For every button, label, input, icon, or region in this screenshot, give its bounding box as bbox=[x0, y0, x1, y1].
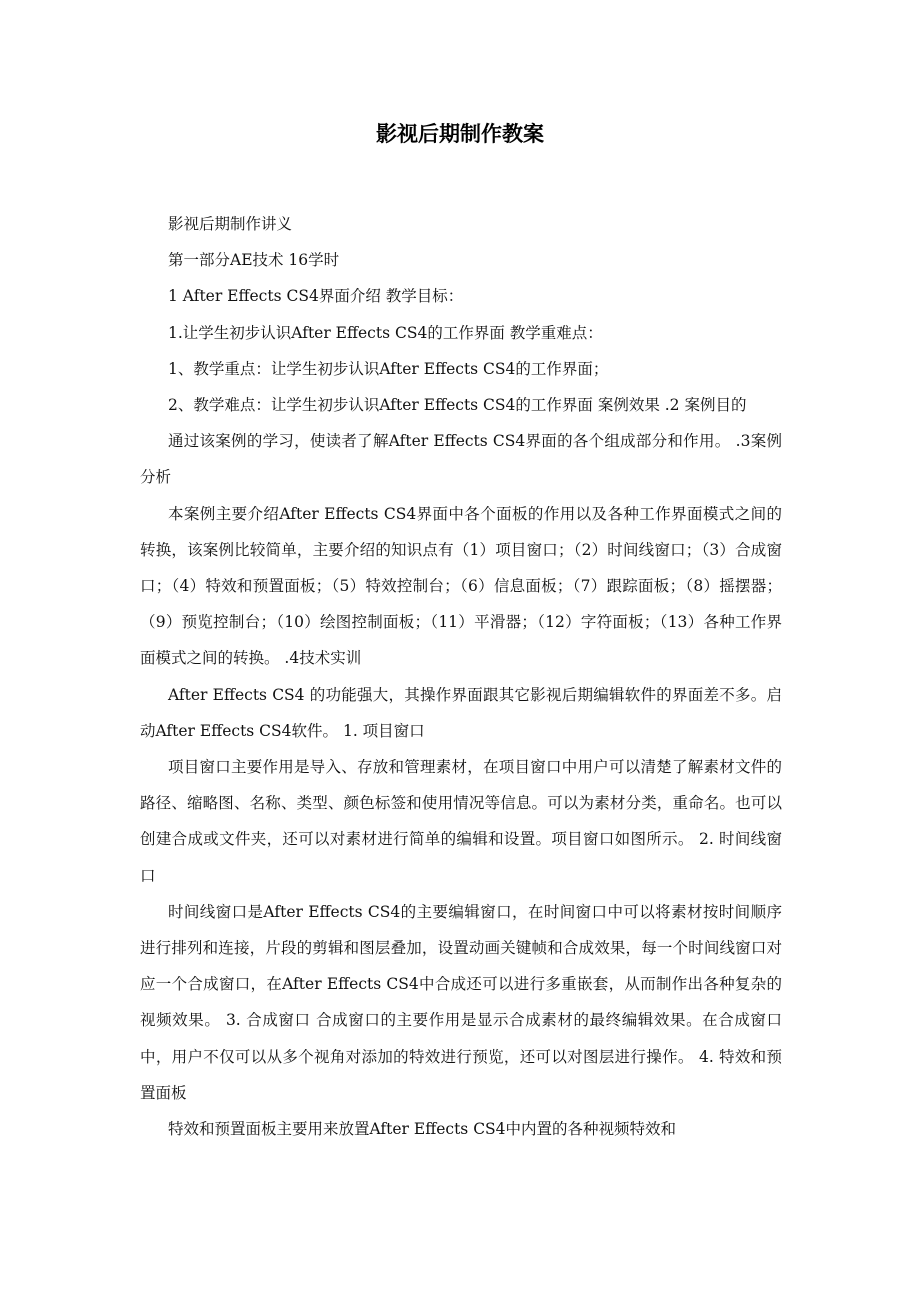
paragraph: 1、教学重点：让学生初步认识After Effects CS4的工作界面； bbox=[168, 359, 609, 378]
paragraph: 1 After Effects CS4界面介绍 教学目标： bbox=[168, 287, 464, 306]
paragraph: 特效和预置面板主要用来放置After Effects CS4中内置的各种视频特效和 bbox=[168, 1120, 677, 1139]
paragraph: After Effects CS4 的功能强大，其操作界面跟其它影视后期编辑软件的界面差不多。启动After Effects CS4软件。 1. 项目窗口 bbox=[140, 685, 782, 740]
paragraph: 2、教学难点：让学生初步认识After Effects CS4的工作界面 案例效果 .2 案例目的 bbox=[168, 396, 747, 415]
paragraph: 第一部分AE技术 16学时 bbox=[168, 251, 340, 270]
paragraph: 影视后期制作讲义 bbox=[168, 215, 293, 233]
paragraph: 本案例主要介绍After Effects CS4界面中各个面板的作用以及各种工作界面模式之间的转换，该案例比较简单，主要介绍的知识点有（1）项目窗口；（2）时间线窗口；（3）合成窗口；（4）特效和预置面板；（5）特效控制台；（6）信息面板；（7）跟踪面板；（8）摇摆器；（9）预览控制台；（10）绘图控制面板；（11）平滑器；（12）字符面板；（13）各种工作界面模式之间的转换。 .4技术实训 bbox=[140, 504, 782, 668]
paragraph: 1.让学生初步认识After Effects CS4的工作界面 教学重难点： bbox=[168, 323, 603, 342]
paragraph: 通过该案例的学习，使读者了解After Effects CS4界面的各个组成部分和作用。 .3案例分析 bbox=[140, 432, 782, 487]
document-body bbox=[140, 206, 782, 1147]
paragraph: 时间线窗口是After Effects CS4的主要编辑窗口，在时间窗口中可以将素材按时间顺序进行排列和连接，片段的剪辑和图层叠加，设置动画关键帧和合成效果，每一个时间线窗口对应一个合成窗口，在After Effects CS4中合成还可以进行多重嵌套，从而制作出各种复杂的视频效果。 3. 合成窗口 合成窗口的主要作用是显示合成素材的最终编辑效果。在合成窗口中，用户不仅可以从多个视角对添加的特效进行预览，还可以对图层进行操作。 4. 特效和预置面板 bbox=[140, 902, 782, 1102]
document-title: 影视后期制作教案 bbox=[376, 121, 544, 146]
paragraph: 项目窗口主要作用是导入、存放和管理素材，在项目窗口中用户可以清楚了解素材文件的路径、缩略图、名称、类型、颜色标签和使用情况等信息。可以为素材分类，重命名。也可以创建合成或文件夹，还可以对素材进行简单的编辑和设置。项目窗口如图所示。 2. 时间线窗口 bbox=[140, 758, 782, 885]
